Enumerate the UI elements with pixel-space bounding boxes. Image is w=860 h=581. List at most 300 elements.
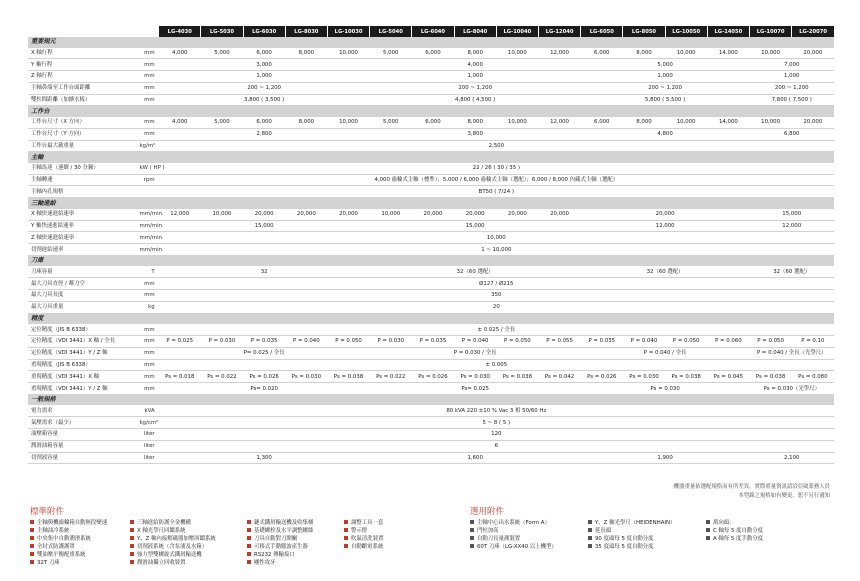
spec-value: 2,800 [159,128,370,140]
spec-value: 350 [159,290,834,302]
spec-value: Ps = 0.030 [623,371,665,383]
accessory-label: 基礎螺栓及水平調整螺絲 [254,528,314,535]
spec-value: P = 0.050 [665,335,707,347]
spec-value: ± 0.025 / 全長 [159,324,834,335]
spec-value: 6,000 [243,117,285,128]
spec-unit: kg/m² [139,140,159,152]
spec-value: 1,000 [749,71,834,83]
spec-unit: mm [139,128,159,140]
spec-label: Y 軸行程 [28,59,139,71]
accessory-item [470,527,557,535]
spec-value: 14,000 [707,117,749,128]
spec-unit: liter [139,440,159,452]
spec-value: 3,800 [370,128,581,140]
spec-label: 工作台尺寸（Y 方向） [28,128,139,140]
spec-value: Ps = 0.080 [792,371,834,383]
weight-note: 機器重量依選配規格而有所差異，實際重量資訊請洽亞崴業務人員 [673,484,830,490]
bullet-square-icon [588,544,592,548]
spec-value: P = 0.030 / 全長 [370,347,581,359]
spec-label: 主軸內孔規格 [28,186,139,198]
spec-row [28,220,834,232]
spec-unit [139,186,159,198]
spec-value: 8,000 [623,117,665,128]
spec-value: P = 0.040 [454,335,496,347]
spec-row [28,232,834,244]
spec-unit: mm [139,324,159,335]
spec-value: 6 [159,440,834,452]
model-lg-8040: LG-8040 [454,26,496,37]
section-header [28,313,834,324]
accessory-item [247,519,313,527]
accessory-label: 萬向頭： [713,520,735,526]
spec-value: 20,000 [243,209,285,220]
spec-label: X 軸行程 [28,48,139,59]
model-lg-20070: LG-20070 [792,26,834,37]
spec-value: P = 0.040 / 全長（光學尺） [749,347,834,359]
spec-value: 20,000 [454,209,496,220]
accessory-item [470,535,557,543]
section-header [28,394,834,405]
section-header [28,198,834,209]
bullet-square-icon [30,544,34,548]
spec-value: 7,000 [749,59,834,71]
accessory-label: 60T 刀庫（LG-XX40 以上機型） [477,544,557,551]
spec-row [28,290,834,302]
accessory-item [344,527,383,535]
spec-unit: mm [139,59,159,71]
accessory-label: 90 度頭每 5 度自動分度 [595,536,654,543]
accessory-item [247,535,313,543]
model-lg-6050: LG-6050 [581,26,623,37]
section-title: 精度 [28,313,834,324]
accessory-label: 中央集中自動潤滑系統 [37,536,91,543]
bullet-square-icon [706,528,710,532]
spec-label: Z 軸行程 [28,71,139,83]
spec-value: 1 ~ 10,000 [159,244,834,256]
accessory-label: 35 度頭每 5 度自動分度 [595,544,654,551]
accessory-label: RS232 傳輸接口 [254,552,295,559]
spec-row [28,324,834,335]
spec-unit: mm [139,94,159,106]
spec-label: 重現精度（VDI 3441）X 軸 [28,371,139,383]
spec-value: 3,000 [159,59,370,71]
spec-label: 重現精度（VDI 3441）Y / Z 軸 [28,383,139,395]
spec-row [28,128,834,140]
spec-row [28,59,834,71]
bullet-square-icon [247,560,251,564]
accessory-label: 剛性攻牙 [254,560,276,567]
bullet-square-icon [588,528,592,532]
spec-value: P = 0.035 [581,335,623,347]
spec-value: 1,900 [581,452,750,464]
spec-label: 切削進給速率 [28,244,139,256]
accessory-label: 鏈式鐵屑輸送機及收集桶 [254,520,314,526]
spec-value: P= 0.025 / 全長 [159,347,370,359]
section-title: 重要規元 [28,37,834,48]
bullet-square-icon [247,552,251,556]
spec-value: 20,000 [581,209,750,220]
spec-value: 6,000 [412,117,454,128]
spec-unit: mm [139,347,159,359]
spec-unit: kVA [139,405,159,416]
spec-unit: kW ( HP ) [139,163,159,174]
spec-value: 1,000 [370,71,581,83]
spec-value: 10,000 [665,117,707,128]
header-blank [28,26,159,37]
spec-unit: liter [139,429,159,441]
spec-unit: mm [139,71,159,83]
spec-unit: mm [139,359,159,371]
spec-value: Ps = 0.022 [370,371,412,383]
spec-value: Ps = 0.026 [412,371,454,383]
bullet-square-icon [247,544,251,548]
spec-value: P = 0.040 [285,335,327,347]
spec-row [28,48,834,59]
standard-accessories-title: 標準附件 [30,507,65,517]
spec-row [28,209,834,220]
spec-value: 20,000 [496,209,538,220]
accessory-label: 吹氣清洗裝置 [351,536,384,543]
spec-label: 工作台尺寸（X 方向） [28,117,139,128]
spec-value: 20,000 [327,209,369,220]
bullet-square-icon [588,536,592,540]
spec-value: 1,600 [370,452,581,464]
spec-value: Ps = 0.038 [327,371,369,383]
spec-unit: liter [139,452,159,464]
spec-value: P = 0.035 [243,335,285,347]
bullet-square-icon [30,528,34,532]
section-title: 工作台 [28,106,834,117]
spec-row [28,429,834,441]
bullet-square-icon [130,552,134,556]
spec-label: 潤滑油箱容量 [28,440,139,452]
spec-label: 定位精度（VDI 3441）X 軸 / 全長 [28,335,139,347]
spec-value: P = 0.040 [623,335,665,347]
spec-unit: mm [139,117,159,128]
bullet-square-icon [30,560,34,564]
accessory-item [588,543,675,551]
model-lg-6030: LG-6030 [243,26,285,37]
spec-value: 7,800 ( 7,500 ) [749,94,834,106]
standard-list-col2 [130,519,216,568]
accessory-label: 自動斷電系統 [351,544,384,551]
spec-value: 4,000 [159,48,201,59]
spec-value: Ps = 0.022 [201,371,243,383]
spec-unit: mm [139,82,159,94]
spec-label: 切削液容量 [28,452,139,464]
spec-value: 4,000 齒輪式主軸（標準）；5,000 / 6,000 齒輪式主軸（選配）；6,000 / 8,000 內藏式主軸（選配） [159,174,834,186]
spec-label: X 軸快速進給速率 [28,209,139,220]
accessory-label: A 軸每 5 度手動分度 [713,536,763,543]
spec-label: 最大刀具直徑 / 鄰刀空 [28,278,139,290]
spec-value: 8,000 [454,117,496,128]
spec-label: 定位精度（JIS B 6338） [28,324,139,335]
bullet-square-icon [130,544,134,548]
spec-label: 雙柱間距離（加擴水板） [28,94,139,106]
spec-value: 5,000 [201,48,243,59]
section-title: 主軸 [28,152,834,163]
spec-value: 6,000 [581,48,623,59]
spec-value: 15,000 [370,220,581,232]
spec-row [28,417,834,429]
accessory-item [588,519,675,527]
bullet-square-icon [344,544,348,548]
spec-value: Ps = 0.038 [749,371,791,383]
spec-value: 32（60 選配） [370,266,581,277]
accessory-item [130,535,216,543]
accessory-label: C 軸每 5 度自動分度 [713,528,764,535]
accessory-label: 切削液系統（含泵浦及水箱） [137,544,208,551]
bullet-square-icon [588,520,592,524]
accessory-item [247,527,313,535]
spec-value: 5,800 ( 5,500 ) [581,94,750,106]
spec-value: P = 0.040 / 全長 [581,347,750,359]
bullet-square-icon [470,528,474,532]
spec-label: 定位精度（VDI 3441）Y / Z 軸 [28,347,139,359]
accessory-item [130,543,216,551]
model-lg-5040: LG-5040 [370,26,412,37]
spec-value: 15,000 [749,209,834,220]
spec-value: 20 [159,301,834,313]
spec-value: 4,800 [581,128,750,140]
spec-value: 10,000 [496,117,538,128]
spec-value: 20,000 [285,209,327,220]
spec-row [28,371,834,383]
spec-value: 8,000 [623,48,665,59]
accessory-item [588,535,675,543]
spec-value: 1,000 [581,71,750,83]
spec-value: 32（60 選配） [749,266,834,277]
footnote [490,483,830,500]
spec-value: 12,000 [749,220,834,232]
spec-value: P = 0.030 [201,335,243,347]
spec-unit: mm [139,290,159,302]
spec-value: 4,800 ( 4,500 ) [370,94,581,106]
accessory-item [30,551,107,559]
optional-list-col2 [588,519,675,551]
bullet-square-icon [706,520,710,524]
spec-unit: mm/min. [139,232,159,244]
bullet-square-icon [470,536,474,540]
spec-value: 10,000 [327,48,369,59]
spec-value: 10,000 [327,117,369,128]
spec-label: 刀庫容量 [28,266,139,277]
accessory-item [344,543,383,551]
model-lg-14050: LG-14050 [707,26,749,37]
bullet-square-icon [130,560,134,564]
bullet-square-icon [470,520,474,524]
bullet-square-icon [470,544,474,548]
bullet-square-icon [30,520,34,524]
spec-row [28,383,834,395]
optional-list-col3 [706,519,763,543]
accessory-label: 32T 刀庫 [37,560,60,567]
spec-value: 10,000 [496,48,538,59]
spec-value: 2,500 [159,140,834,152]
spec-value: 12,000 [159,209,201,220]
spec-value: P = 0.055 [538,335,580,347]
accessory-item [344,535,383,543]
accessory-label: 潤滑油獨立回收裝置 [137,560,186,567]
section-title: 三軸進給 [28,198,834,209]
spec-value: Ps = 0.030 [581,383,750,395]
standard-list-col3 [247,519,313,568]
spec-value: Ps = 0.026 [581,371,623,383]
spec-value: Ps = 0.045 [707,371,749,383]
spec-row [28,140,834,152]
accessory-label: 延長頭 [595,528,612,535]
spec-value: P = 0.050 [496,335,538,347]
spec-value: 5,000 [201,117,243,128]
spec-unit: mm [139,383,159,395]
spec-value: 32（60 選配） [581,266,750,277]
spec-value: Ps = 0.042 [538,371,580,383]
accessory-item [470,519,557,527]
bullet-square-icon [30,536,34,540]
spec-value: 10,000 [749,117,791,128]
spec-row [28,244,834,256]
accessory-item [130,519,216,527]
spec-row [28,163,834,174]
section-header [28,37,834,48]
spec-value: 8,000 [454,48,496,59]
model-lg-4030: LG-4030 [159,26,201,37]
spec-value: 2,100 [749,452,834,464]
bullet-square-icon [247,528,251,532]
spec-unit: mm [139,335,159,347]
section-title: 一般規格 [28,394,834,405]
bullet-square-icon [30,552,34,556]
spec-value: 5,000 [370,48,412,59]
spec-label: 最大刀具重量 [28,301,139,313]
accessory-item [30,559,107,567]
model-lg-8030: LG-8030 [285,26,327,37]
model-lg-8050: LG-8050 [623,26,665,37]
spec-value: Ps = 0.026 [243,371,285,383]
spec-label: Z 軸快速進給速率 [28,232,139,244]
spec-value: Ps= 0.020 [159,383,370,395]
spec-value: P = 0.035 [412,335,454,347]
accessory-label: 強力型雙螺旋式鐵屑輸送機 [137,552,202,559]
spec-label: 最大刀具長度 [28,290,139,302]
spec-value: 10,000 [201,209,243,220]
spec-value: Ps = 0.030 [285,371,327,383]
spec-value: Ps = 0.030 [454,371,496,383]
spec-value: 6,800 [749,128,834,140]
accessory-item [30,535,107,543]
spec-unit: kg [139,301,159,313]
spec-value: 5 ~ 8 ( 5 ) [159,417,834,429]
accessory-item [30,527,107,535]
spec-value: P = 0.030 [370,335,412,347]
spec-unit: mm/min. [139,209,159,220]
spec-value: 20,000 [792,48,834,59]
spec-label: 主軸鼻端至工作台面距離 [28,82,139,94]
spec-label: 電力需求 [28,405,139,416]
spec-value: BT50 ( 7/24 ) [159,186,834,198]
spec-value: P = 0.10 [792,335,834,347]
spec-label: 工作台最大載重量 [28,140,139,152]
spec-unit: mm [139,371,159,383]
accessory-item [344,519,383,527]
accessory-item [247,559,313,567]
spec-value: 1,000 [159,71,370,83]
spec-value: 6,000 [412,48,454,59]
accessory-label: Y、Z 軸光學尺（HEIDENHAIN） [595,520,676,526]
spec-row [28,452,834,464]
spec-value: 4,000 [159,117,201,128]
spec-row [28,405,834,416]
spec-unit: mm [139,278,159,290]
accessory-item [470,543,557,551]
spec-value: 3,800 ( 3,500 ) [159,94,370,106]
accessory-label: 警示燈 [351,528,368,535]
spec-label: 主軸轉速 [28,174,139,186]
spec-value: 10,000 [665,48,707,59]
standard-list-col1 [30,519,107,568]
spec-value: ± 0.005 [159,359,834,371]
spec-value: 6,000 [581,117,623,128]
bullet-square-icon [344,528,348,532]
standard-list-col4 [344,519,383,551]
accessory-label: 刀具自動對刀開關 [254,536,298,543]
accessory-label: 全封式防護護罩 [37,544,75,551]
bullet-square-icon [130,528,134,532]
spec-value: 80 kVA 220 ±10 % Vac 3 相 50/60 Hz [159,405,834,416]
spec-unit: mm [139,48,159,59]
change-note: 本型錄之規格如有變更，恕不另行通知 [738,492,830,499]
spec-unit: mm/min. [139,220,159,232]
accessory-item [130,559,216,567]
spec-row [28,82,834,94]
spec-value: P = 0.050 [749,335,791,347]
spec-value: 32 [159,266,370,277]
spec-value: P = 0.060 [707,335,749,347]
spec-row [28,440,834,452]
model-header-row [28,26,834,37]
section-header [28,106,834,117]
accessory-item [706,527,763,535]
optional-list-col1 [470,519,557,551]
model-lg-6040: LG-6040 [412,26,454,37]
spec-row [28,117,834,128]
spec-value: Ps = 0.030（光學尺） [749,383,834,395]
bullet-square-icon [130,520,134,524]
spec-row [28,71,834,83]
bullet-square-icon [344,536,348,540]
spec-value: 200 ~ 1,200 [370,82,581,94]
spec-unit: mm/min. [139,244,159,256]
spec-row [28,301,834,313]
spec-value: 20,000 [412,209,454,220]
spec-row [28,335,834,347]
model-lg-10070: LG-10070 [749,26,791,37]
spec-row [28,94,834,106]
accessory-label: 調整工具一套 [351,520,384,526]
spec-value: 20,000 [792,117,834,128]
spec-label: 油壓箱容量 [28,429,139,441]
section-header [28,255,834,266]
spec-value: 10,000 [749,48,791,59]
spec-unit: T [139,266,159,277]
accessory-label: 雙油壓平衡配重系統 [37,552,86,559]
accessory-item [30,543,107,551]
bullet-square-icon [344,520,348,524]
spec-value: Ps = 0.038 [496,371,538,383]
section-header [28,152,834,163]
spec-value: 120 [159,429,834,441]
spec-row [28,186,834,198]
